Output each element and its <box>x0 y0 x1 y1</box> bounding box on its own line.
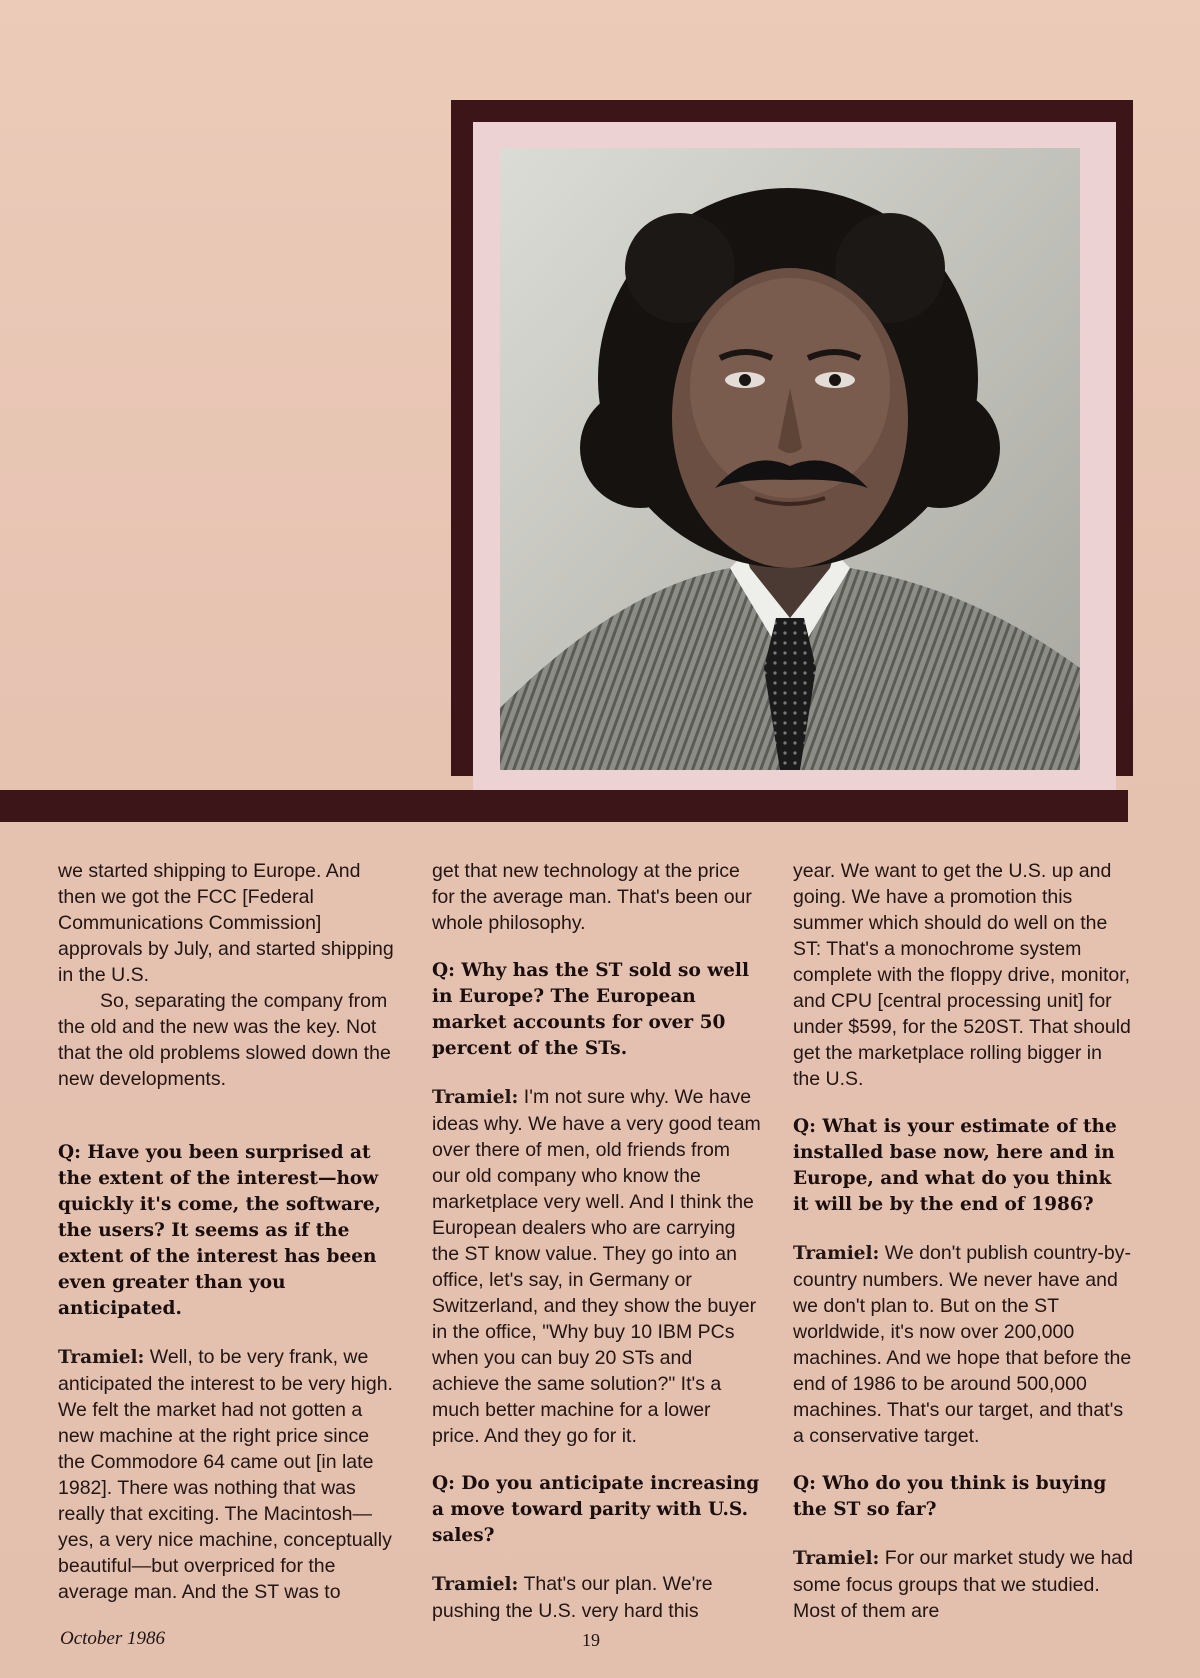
interview-question: Q: Why has the ST sold so well in Europe? The European market accounts for over 50 percent of the STs. <box>432 960 749 1059</box>
paragraph: So, separating the company from the old and the new was the key. Not that the old problems slowed down the new developments. <box>58 990 391 1090</box>
answer-text: Well, to be very frank, we anticipated the interest to be very high. We felt the market had not gotten a new machine at the right price since the Commodore 64 came out [in late 1982]. There was nothing that was really that exciting. The Macintosh—yes, a very nice machine, conceptually beautiful—but overpriced for the average man. And the ST was to <box>58 1346 393 1603</box>
issue-date: October 1986 <box>60 1628 166 1649</box>
speaker-name: Tramiel: <box>432 1574 519 1595</box>
interview-question: Q: Do you anticipate increasing a move toward parity with U.S. sales? <box>432 1473 760 1546</box>
interview-answer <box>793 1545 1133 1624</box>
divider-bar <box>0 790 1128 822</box>
answer-text: We don't publish country-by-country numbers. We never have and we don't plan to. But on the ST worldwide, it's now over 200,000 machines. And we hope that before the end of 1986 to be around 500,000 machines. That's our target, and that's a conservative target. <box>793 1242 1132 1447</box>
interview-question: Q: Who do you think is buying the ST so far? <box>793 1473 1107 1520</box>
answer-text: That's our plan. We're pushing the U.S. very hard this <box>432 1573 713 1622</box>
text-column-1 <box>58 858 398 1605</box>
text-column-3 <box>793 858 1133 1624</box>
interview-answer <box>58 1344 398 1605</box>
answer-text: For our market study we had some focus groups that we studied. Most of them are <box>793 1547 1133 1622</box>
portrait-photo <box>500 148 1080 770</box>
paragraph: get that new technology at the price for the average man. That's been our whole philosophy. <box>432 860 752 934</box>
speaker-name: Tramiel: <box>793 1243 880 1264</box>
paragraph: we started shipping to Europe. And then we got the FCC [Federal Communications Commission] approvals by July, and started shipping in the U.S. <box>58 860 394 986</box>
speaker-name: Tramiel: <box>793 1548 880 1569</box>
speaker-name: Tramiel: <box>58 1347 145 1368</box>
answer-text: I'm not sure why. We have ideas why. We have a very good team over there of men, old friends from our old company who know the marketplace very well. And I think the European dealers who are carrying the ST know value. They go into an office, let's say, in Germany or Switzerland, and they show the buyer in the office, "Why buy 10 IBM PCs when you can buy 20 STs and achieve the same solution?" It's a much better machine for a lower price. And they go for it. <box>432 1086 761 1447</box>
interview-answer <box>432 1571 762 1624</box>
page-number: 19 <box>582 1630 600 1650</box>
interview-question: Q: Have you been surprised at the extent of the interest—how quickly it's come, the software, the users? It seems as if the extent of the interest has been even greater than you anticipated. <box>58 1142 381 1319</box>
paragraph: year. We want to get the U.S. up and going. We have a promotion this summer which should do well on the ST: That's a monochrome system complete with the floppy drive, monitor, and CPU [central processing unit] for under $599, for the 520ST. That should get the marketplace rolling bigger in the U.S. <box>793 860 1131 1090</box>
interview-answer <box>793 1240 1133 1449</box>
text-column-2 <box>432 858 762 1624</box>
speaker-name: Tramiel: <box>432 1087 519 1108</box>
interview-answer <box>432 1084 762 1449</box>
portrait-illustration <box>500 148 1080 770</box>
interview-question: Q: What is your estimate of the installed base now, here and in Europe, and what do you think it will be by the end of 1986? <box>793 1116 1117 1215</box>
